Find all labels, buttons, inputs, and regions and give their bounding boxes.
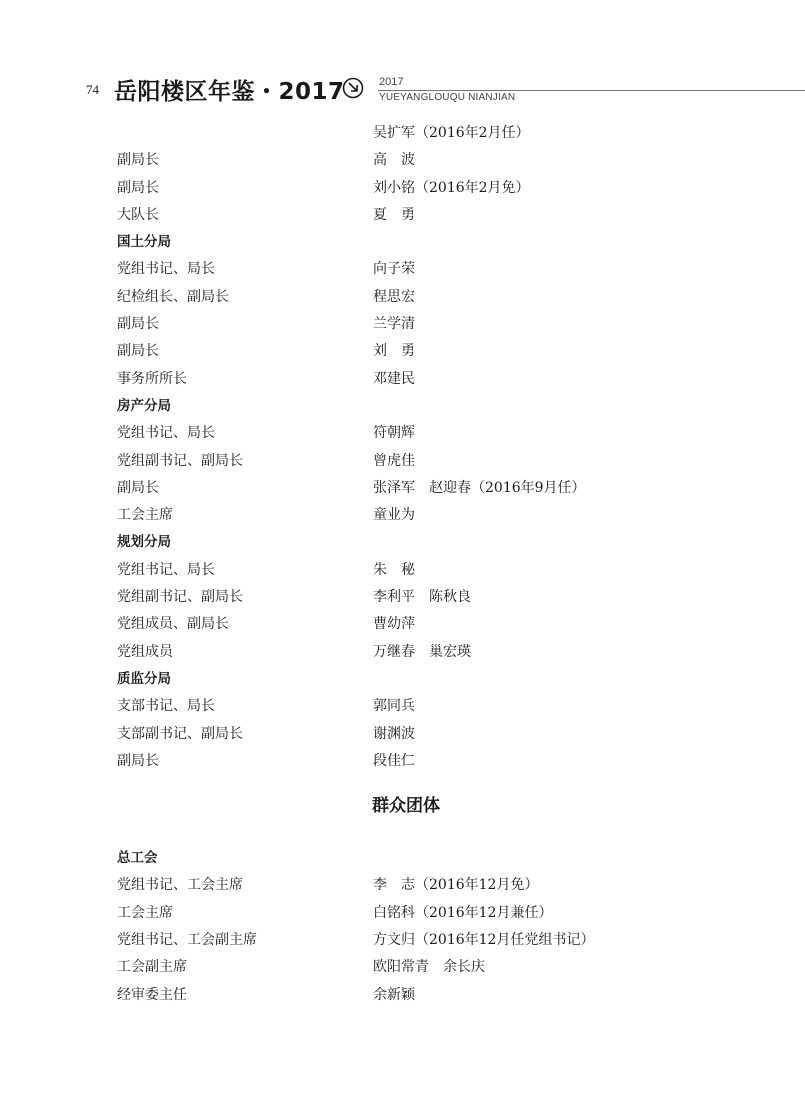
header-pinyin: YUEYANGLOUQU NIANJIAN xyxy=(379,92,516,103)
position-title: 党组书记、工会副主席 xyxy=(117,932,257,949)
person-names: 夏 勇 xyxy=(373,206,415,223)
header-year: 2017 xyxy=(379,76,404,88)
person-names: 白铭科（2016年12月兼任） xyxy=(373,904,553,921)
position-title: 党组成员 xyxy=(117,643,173,660)
directory-row xyxy=(117,611,737,638)
position-title: 副局长 xyxy=(117,752,159,769)
unit-heading xyxy=(117,229,737,256)
position-title: 副局长 xyxy=(117,152,159,169)
person-names: 段佳仁 xyxy=(373,752,415,769)
page-number: 74 xyxy=(86,82,99,97)
directory-row xyxy=(117,420,737,447)
section-title: 群众团体 xyxy=(372,796,440,817)
position-title: 党组书记、工会主席 xyxy=(117,877,243,894)
person-names: 符朝辉 xyxy=(373,425,415,442)
directory-list-top xyxy=(117,120,737,775)
position-title: 副局长 xyxy=(117,179,159,196)
person-names: 方文归（2016年12月任党组书记） xyxy=(373,932,595,949)
position-title: 经审委主任 xyxy=(117,986,187,1003)
directory-row xyxy=(117,502,737,529)
person-names: 刘 勇 xyxy=(373,343,415,360)
position-title: 副局长 xyxy=(117,343,159,360)
unit-heading xyxy=(117,666,737,693)
position-title: 工会副主席 xyxy=(117,959,187,976)
person-names: 童业为 xyxy=(373,507,415,524)
person-names: 刘小铭（2016年2月免） xyxy=(373,179,530,196)
directory-row xyxy=(117,256,737,283)
person-names: 欧阳常青 余长庆 xyxy=(373,959,485,976)
person-names: 高 波 xyxy=(373,152,415,169)
person-names: 曾虎佳 xyxy=(373,452,415,469)
person-names: 郭同兵 xyxy=(373,698,415,715)
person-names: 吴扩军（2016年2月任） xyxy=(373,125,530,141)
directory-row xyxy=(117,954,737,981)
person-names: 李利平 陈秋良 xyxy=(373,589,471,606)
directory-row xyxy=(117,927,737,954)
directory-row xyxy=(117,748,737,775)
person-names: 余新颖 xyxy=(373,986,415,1003)
directory-row xyxy=(117,584,737,611)
person-names: 谢渊波 xyxy=(373,725,415,742)
position-title: 党组书记、局长 xyxy=(117,261,215,278)
position-title: 支部副书记、副局长 xyxy=(117,725,243,742)
person-names: 万继春 巢宏瑛 xyxy=(373,643,471,660)
directory-row xyxy=(117,338,737,365)
position-title: 党组副书记、副局长 xyxy=(117,452,243,469)
position-title: 副局长 xyxy=(117,479,159,496)
directory-row xyxy=(117,721,737,748)
directory-row xyxy=(117,448,737,475)
page-header xyxy=(0,70,805,110)
directory-row xyxy=(117,693,737,720)
position-title: 工会主席 xyxy=(117,904,173,921)
position-title: 工会主席 xyxy=(117,507,173,524)
directory-row xyxy=(117,147,737,174)
person-names: 兰学清 xyxy=(373,316,415,333)
position-title: 党组副书记、副局长 xyxy=(117,589,243,606)
directory-row xyxy=(117,175,737,202)
person-names: 李 志（2016年12月免） xyxy=(373,877,539,894)
directory-row xyxy=(117,900,737,927)
unit-name: 规划分局 xyxy=(117,534,171,551)
unit-name: 国土分局 xyxy=(117,234,171,251)
directory-row xyxy=(117,202,737,229)
directory-row xyxy=(117,120,737,147)
arrow-circle-icon xyxy=(342,77,364,99)
position-title: 党组成员、副局长 xyxy=(117,616,229,633)
book-title: 岳阳楼区年鉴・2017 xyxy=(114,79,345,105)
unit-name: 房产分局 xyxy=(117,397,171,414)
unit-name: 总工会 xyxy=(117,850,158,867)
directory-row xyxy=(117,284,737,311)
directory-row xyxy=(117,311,737,338)
directory-row xyxy=(117,557,737,584)
directory-row xyxy=(117,475,737,502)
unit-heading xyxy=(117,845,737,872)
person-names: 程思宏 xyxy=(373,288,415,305)
position-title: 事务所所长 xyxy=(117,370,187,387)
person-names: 邓建民 xyxy=(373,370,415,387)
position-title: 党组书记、局长 xyxy=(117,561,215,578)
header-rule xyxy=(378,90,805,91)
person-names: 朱 秘 xyxy=(373,561,415,578)
directory-row xyxy=(117,366,737,393)
directory-list-bottom xyxy=(117,845,737,1009)
person-names: 向子荣 xyxy=(373,261,415,278)
unit-name: 质监分局 xyxy=(117,670,171,687)
directory-row xyxy=(117,982,737,1009)
person-names: 张泽军 赵迎春（2016年9月任） xyxy=(373,479,586,496)
position-title: 支部书记、局长 xyxy=(117,698,215,715)
directory-content xyxy=(117,120,737,1009)
person-names: 曹幼萍 xyxy=(373,616,415,633)
unit-heading xyxy=(117,529,737,556)
position-title: 大队长 xyxy=(117,206,159,223)
directory-row xyxy=(117,872,737,899)
unit-heading xyxy=(117,393,737,420)
position-title: 副局长 xyxy=(117,316,159,333)
position-title: 纪检组长、副局长 xyxy=(117,288,229,305)
position-title: 党组书记、局长 xyxy=(117,425,215,442)
directory-row xyxy=(117,639,737,666)
section-heading xyxy=(117,775,737,845)
